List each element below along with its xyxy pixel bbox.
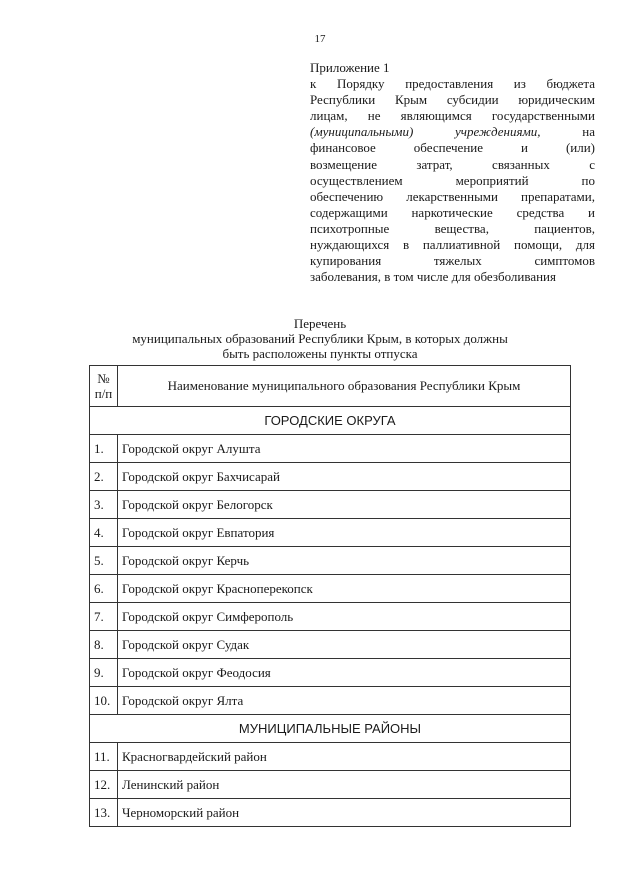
municipality-name: Городской округ Симферополь [118, 603, 571, 631]
municipality-name: Городской округ Феодосия [118, 659, 571, 687]
table-row [90, 547, 571, 575]
municipality-name: Городской округ Белогорск [118, 491, 571, 519]
row-number: 13. [90, 799, 118, 827]
row-number: 2. [90, 463, 118, 491]
table-row [90, 631, 571, 659]
section-row [90, 407, 571, 435]
appendix-text-run: лицам, не являющимся государственными [310, 108, 595, 124]
appendix-text-run: возмещение затрат, связанных с [310, 156, 595, 172]
column-header-number: № п/п [90, 366, 118, 407]
municipalities-table [89, 365, 571, 827]
list-title-subtitle-line-1: муниципальных образований Республики Крым, в которых должны [132, 331, 508, 346]
municipality-name: Городской округ Бахчисарай [118, 463, 571, 491]
appendix-line [310, 221, 595, 237]
appendix-text-run: нуждающихся в паллиативной помощи, для [310, 237, 595, 253]
table-row [90, 687, 571, 715]
appendix-text-run: Республики Крым субсидии юридическим [310, 92, 595, 108]
column-header-name: Наименование муниципального образования Республики Крым [118, 366, 571, 407]
appendix-line [310, 269, 595, 285]
row-number: 11. [90, 743, 118, 771]
appendix-text [310, 76, 595, 285]
list-title-subtitle-line-2: быть расположены пункты отпуска [222, 346, 418, 361]
table-row [90, 743, 571, 771]
table-body [90, 407, 571, 827]
row-number: 10. [90, 687, 118, 715]
appendix-line [310, 76, 595, 92]
table-row [90, 603, 571, 631]
municipality-name: Городской округ Алушта [118, 435, 571, 463]
row-number: 8. [90, 631, 118, 659]
municipality-name: Городской округ Керчь [118, 547, 571, 575]
appendix-text-run: психотропные вещества, пациентов, [310, 220, 595, 236]
section-row [90, 715, 571, 743]
municipality-name: Городской округ Евпатория [118, 519, 571, 547]
appendix-line [310, 124, 595, 140]
appendix-line [310, 92, 595, 108]
municipality-name: Городской округ Красноперекопск [118, 575, 571, 603]
row-number: 6. [90, 575, 118, 603]
table-header-row [90, 366, 571, 407]
table-row [90, 435, 571, 463]
row-number: 9. [90, 659, 118, 687]
appendix-line [310, 205, 595, 221]
appendix-text-run: финансовое обеспечение и (или) [310, 140, 595, 156]
appendix-block [310, 60, 595, 285]
appendix-line [310, 253, 595, 269]
row-number: 3. [90, 491, 118, 519]
table-row [90, 463, 571, 491]
table-row [90, 491, 571, 519]
appendix-text-run: осуществлением мероприятий по [310, 172, 595, 188]
section-title: ГОРОДСКИЕ ОКРУГА [90, 407, 571, 435]
row-number: 7. [90, 603, 118, 631]
appendix-text-run: на [540, 124, 595, 140]
row-number: 4. [90, 519, 118, 547]
appendix-title: Приложение 1 [310, 60, 390, 75]
section-title: МУНИЦИПАЛЬНЫЕ РАЙОНЫ [90, 715, 571, 743]
appendix-line [310, 157, 595, 173]
appendix-text-run: (муниципальными) учреждениями, [310, 124, 541, 140]
row-number: 12. [90, 771, 118, 799]
row-number: 5. [90, 547, 118, 575]
table-row [90, 659, 571, 687]
appendix-text-run: купирования тяжелых симптомов [310, 253, 595, 269]
table-row [90, 519, 571, 547]
municipality-name: Черноморский район [118, 799, 571, 827]
list-title [0, 316, 640, 361]
appendix-line [310, 140, 595, 156]
appendix-text-run: обеспечению лекарственными препаратами, [310, 188, 595, 204]
table-row [90, 799, 571, 827]
row-number: 1. [90, 435, 118, 463]
municipality-name: Городской округ Судак [118, 631, 571, 659]
appendix-line [310, 189, 595, 205]
page-number: 17 [314, 33, 326, 45]
appendix-text-run: содержащими наркотические средства и [310, 204, 595, 220]
appendix-text-run: к Порядку предоставления из бюджета [310, 76, 595, 92]
appendix-line [310, 173, 595, 189]
appendix-text-run: заболевания, в том числе для обезболивания [310, 269, 556, 285]
municipality-name: Городской округ Ялта [118, 687, 571, 715]
table-row [90, 771, 571, 799]
table-row [90, 575, 571, 603]
appendix-line [310, 237, 595, 253]
appendix-line [310, 108, 595, 124]
list-title-heading: Перечень [293, 316, 347, 331]
municipality-name: Красногвардейский район [118, 743, 571, 771]
municipality-name: Ленинский район [118, 771, 571, 799]
